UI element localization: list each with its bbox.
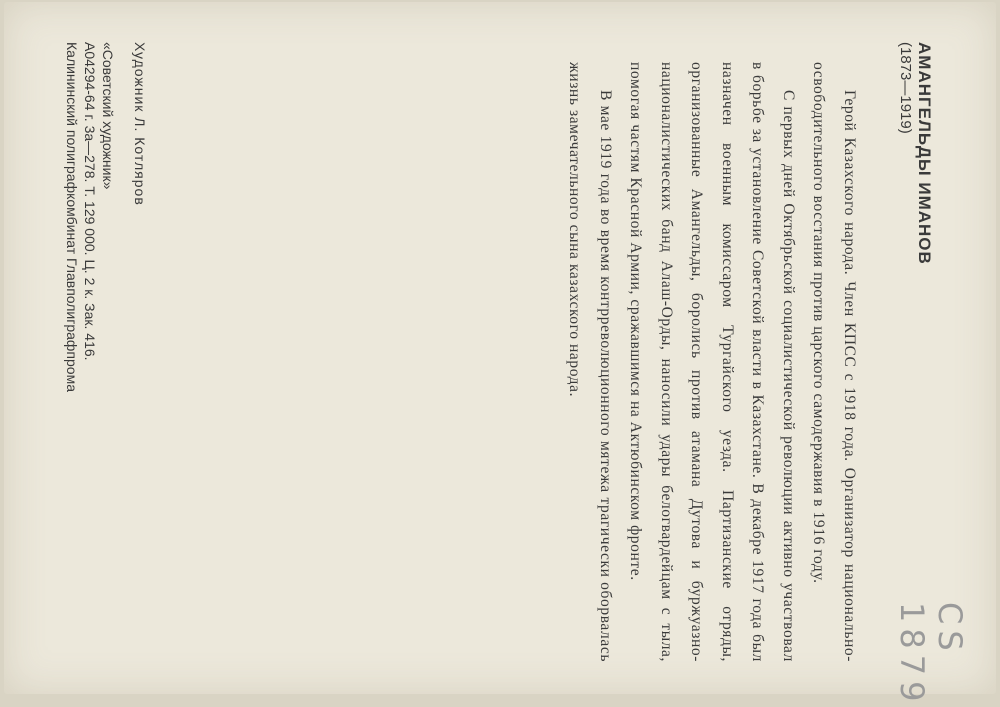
postcard-back: [4, 2, 996, 707]
card-title: АМАНГЕЛЬДЫ ИМАНОВ: [915, 42, 934, 265]
artist-credit: Художник Л. Котляров: [132, 42, 148, 206]
printer: Калининский полиграфкомбинат Главполиграфпрома: [64, 42, 80, 392]
credits: [63, 42, 149, 662]
life-dates: (1873—1919): [897, 42, 914, 134]
handwritten-catalog-number: CS 1879: [893, 602, 969, 707]
print-info: А04294-64 г. 3а—278. Т. 129 000. Ц. 2 к. Зак. 416.: [82, 42, 98, 361]
paragraph-1: Герой Казахского народа. Член КПСС с 1918 года. Организатор национально-освободительного восстания против царского самодержавия в 1916 году.: [810, 62, 858, 662]
biography-text: [559, 62, 864, 662]
paragraph-3: В мае 1919 года во время контрреволюционного мятежа трагически оборвалась жизнь замечательного сына казахского народа.: [566, 62, 614, 662]
paragraph-2: С первых дней Октябрьской социалистической революции активно участвовал в борьбе за установление Советской власти в Казахстане. В декабре 1917 года был назначен военным комиссаром Тургайского уезда. Партизанские отряды, организованные Амангельды, боролись против атамана Дутова и буржуазно-националистических банд Алаш-Орды, наносили удары белогвардейцам с тыла, помогая частям Красной Армии, сражавшимся на Актюбинском фронте.: [627, 62, 797, 662]
publisher: «Советский художник»: [100, 42, 116, 190]
rotated-content: [4, 2, 1000, 707]
